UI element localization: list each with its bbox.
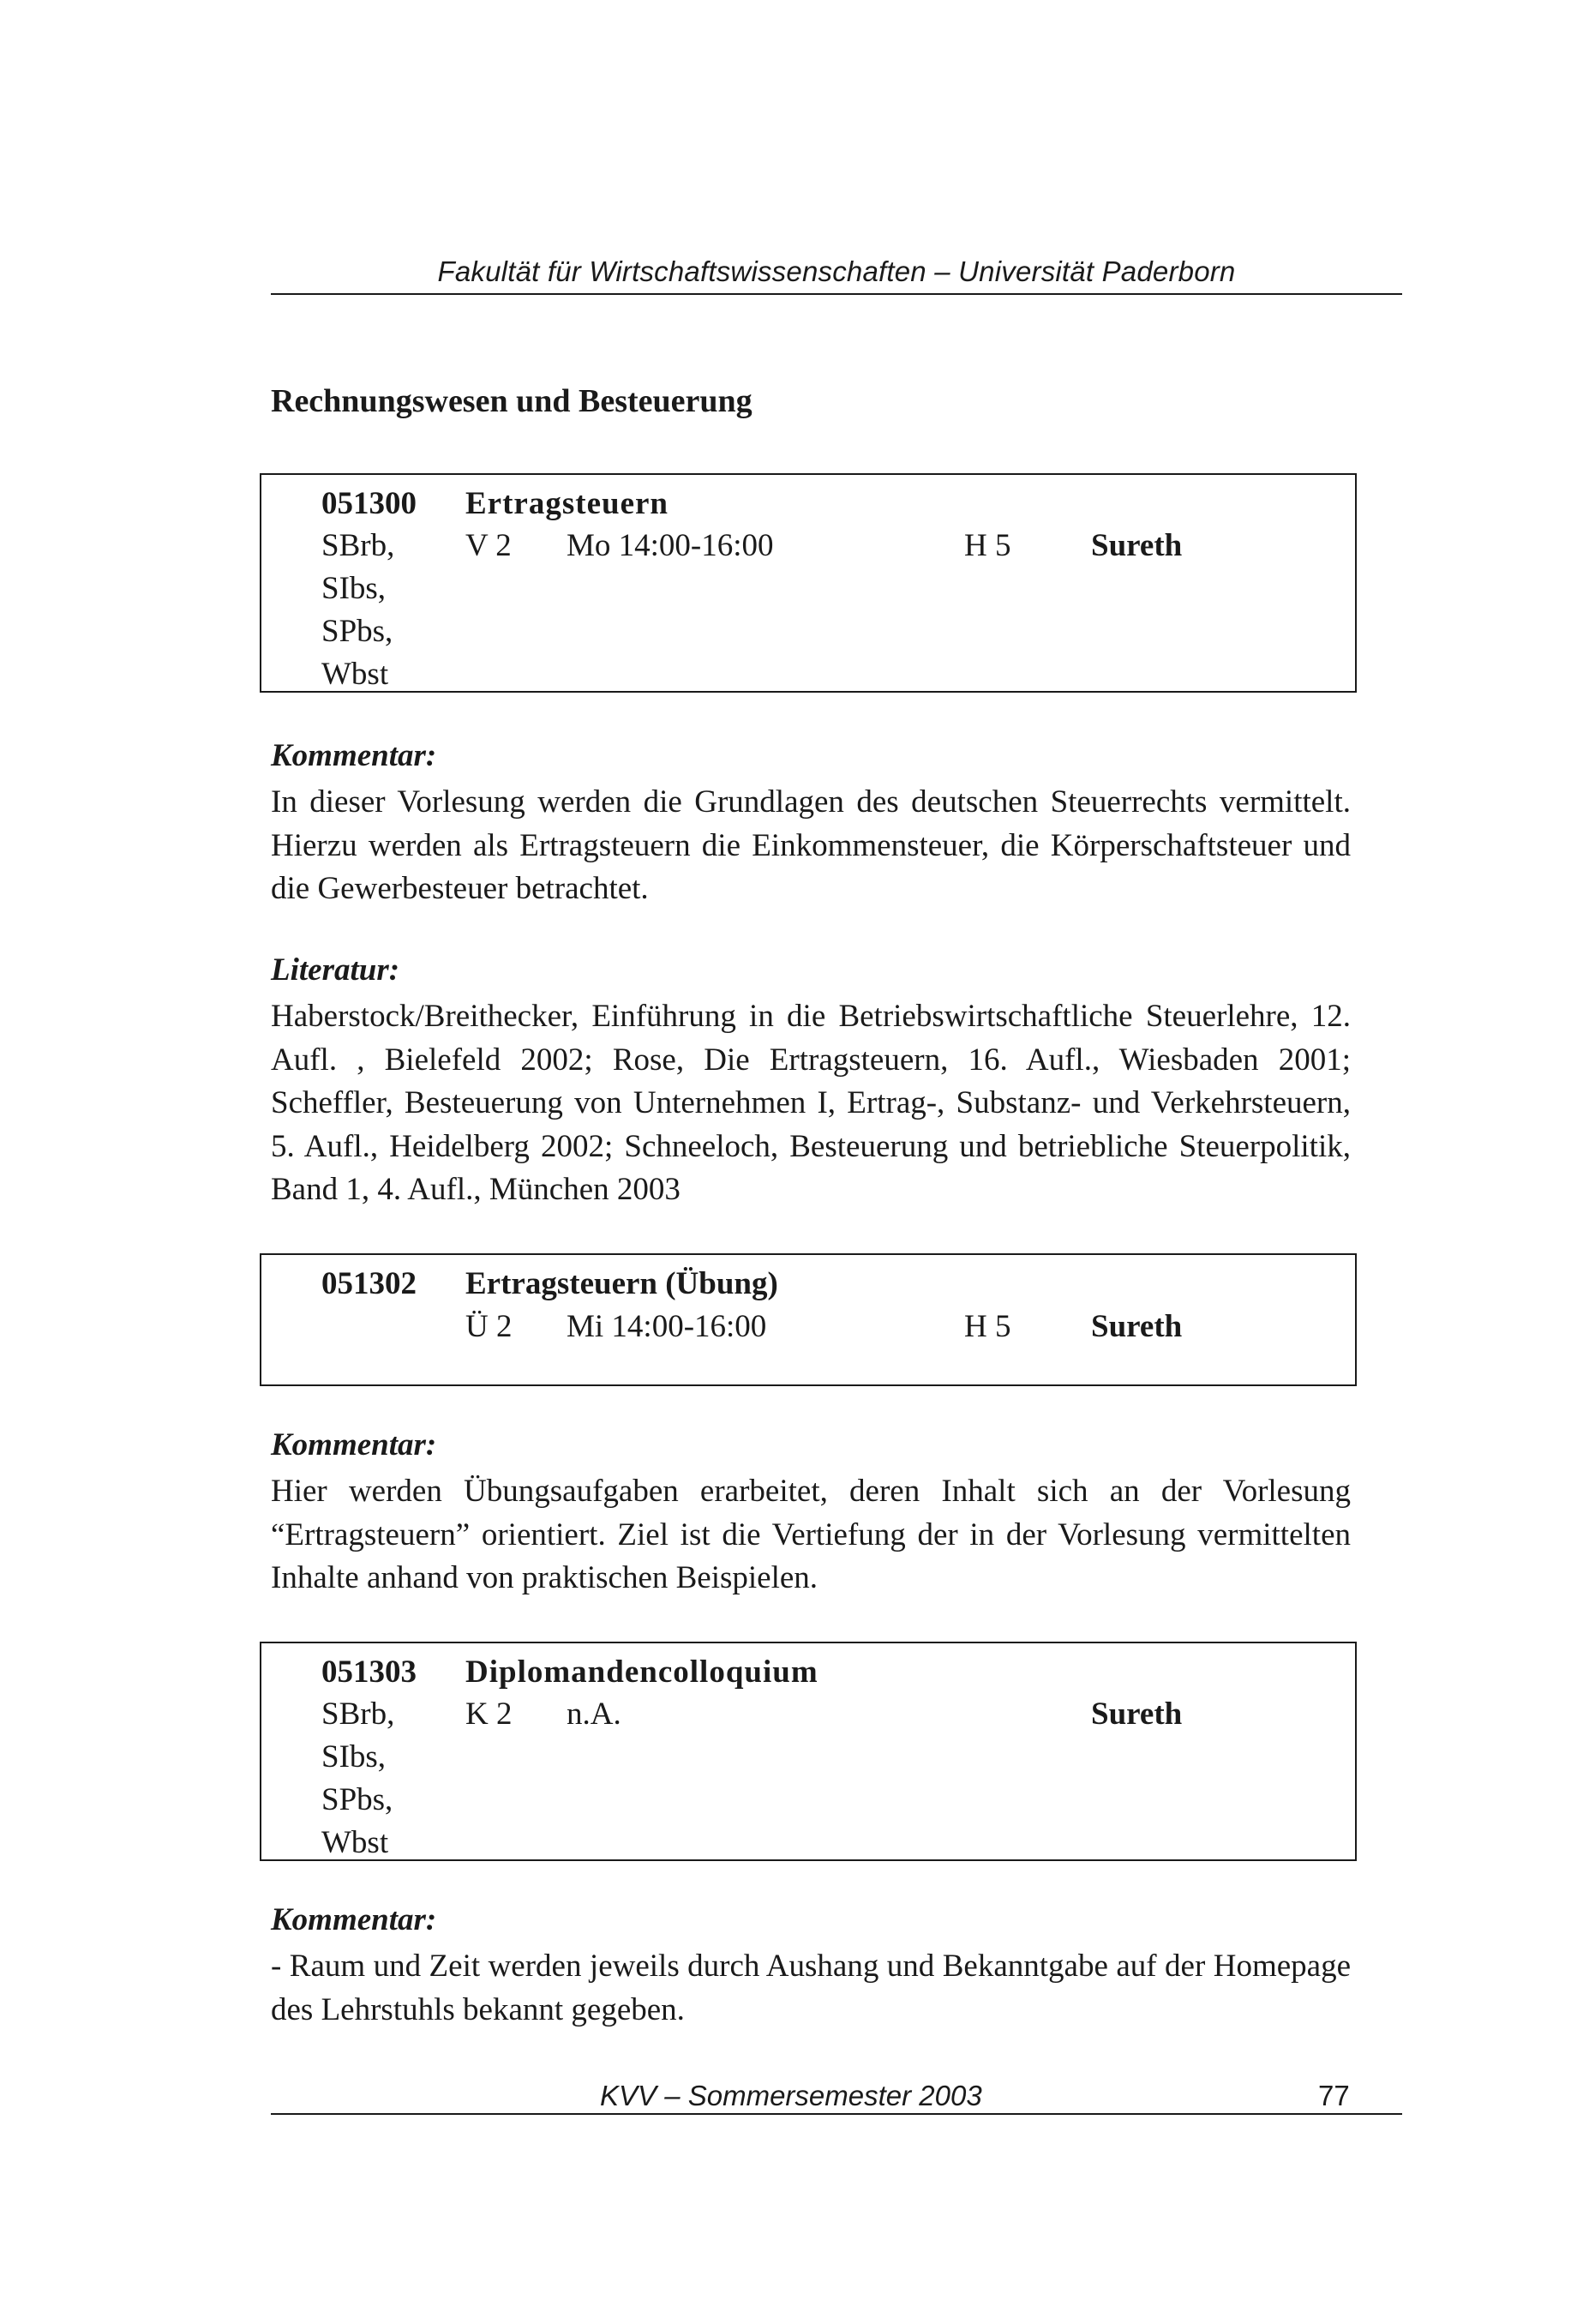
course-room: H 5 [964, 528, 1011, 563]
course-time: n.A. [567, 1696, 621, 1732]
course-number: 051300 [321, 486, 417, 521]
course-group: SBrb, [321, 528, 395, 563]
page-header: Fakultät für Wirtschaftswissenschaften – Universität Paderborn [437, 255, 1236, 287]
comment-label: Kommentar: [271, 1427, 437, 1462]
course-title: Ertragsteuern [465, 486, 669, 521]
course-group: SPbs, [321, 1782, 393, 1817]
course-box-051302 [260, 1253, 1357, 1386]
course-time: Mi 14:00-16:00 [567, 1309, 767, 1344]
comment-text: - Raum und Zeit werden jeweils durch Aushang und Bekanntgabe auf der Homepage des Lehrstuhls bekannt gegeben. [271, 1949, 1351, 2027]
page-number: 77 [1318, 2080, 1350, 2111]
course-type: K 2 [465, 1696, 513, 1732]
comment-text: In dieser Vorlesung werden die Grundlagen des deutschen Steuerrechts vermittelt. Hierzu werden als Ertragsteuern die Einkommensteuer, die Körperschaftsteuer und die Gewerbesteuer betrachtet. [271, 784, 1351, 906]
course-box-051300 [260, 473, 1357, 693]
course-lecturer: Sureth [1091, 528, 1183, 563]
course-group: SIbs, [321, 571, 387, 606]
comment-label: Kommentar: [271, 1902, 437, 1937]
literature-text: Haberstock/Breithecker, Einführung in die Betriebswirtschaftliche Steuerlehre, 12. Aufl. , Bielefeld 2002; Rose, Die Ertragsteuern, 16. Aufl., Wiesbaden 2001; Scheffler, Besteuerung von Unternehmen I, Ertrag-, Substanz- und Verkehrsteuern, 5. Aufl., Heidelberg 2002; Schneeloch, Besteuerung und betriebliche Steuerpolitik, Band 1, 4. Aufl., München 2003 [271, 999, 1351, 1207]
literature-label: Literatur: [271, 952, 400, 988]
course-group: SBrb, [321, 1696, 395, 1732]
course-box-051303 [260, 1642, 1357, 1861]
comment-text: Hier werden Übungsaufgaben erarbeitet, deren Inhalt sich an der Vorlesung “Ertragsteuern” orientiert. Ziel ist die Vertiefung der in der Vorlesung vermittelten Inhalte anhand von praktischen Beispielen. [271, 1474, 1351, 1595]
course-title: Ertragsteuern (Übung) [465, 1266, 778, 1301]
header-rule [271, 293, 1402, 295]
course-time: Mo 14:00-16:00 [567, 528, 774, 563]
course-type: V 2 [465, 528, 512, 563]
course-lecturer: Sureth [1091, 1309, 1183, 1344]
section-title: Rechnungswesen und Besteuerung [271, 383, 753, 419]
course-group: Wbst [321, 1825, 389, 1860]
page-footer: KVV – Sommersemester 2003 [600, 2080, 982, 2111]
course-number: 051302 [321, 1266, 417, 1301]
course-group: SPbs, [321, 614, 393, 649]
comment-label: Kommentar: [271, 738, 437, 773]
course-number: 051303 [321, 1654, 417, 1690]
course-lecturer: Sureth [1091, 1696, 1183, 1732]
course-room: H 5 [964, 1309, 1011, 1344]
footer-rule [271, 2113, 1402, 2115]
course-group: SIbs, [321, 1739, 387, 1775]
course-title: Diplomandencolloquium [465, 1654, 818, 1690]
course-group: Wbst [321, 657, 389, 692]
course-type: Ü 2 [465, 1309, 513, 1344]
